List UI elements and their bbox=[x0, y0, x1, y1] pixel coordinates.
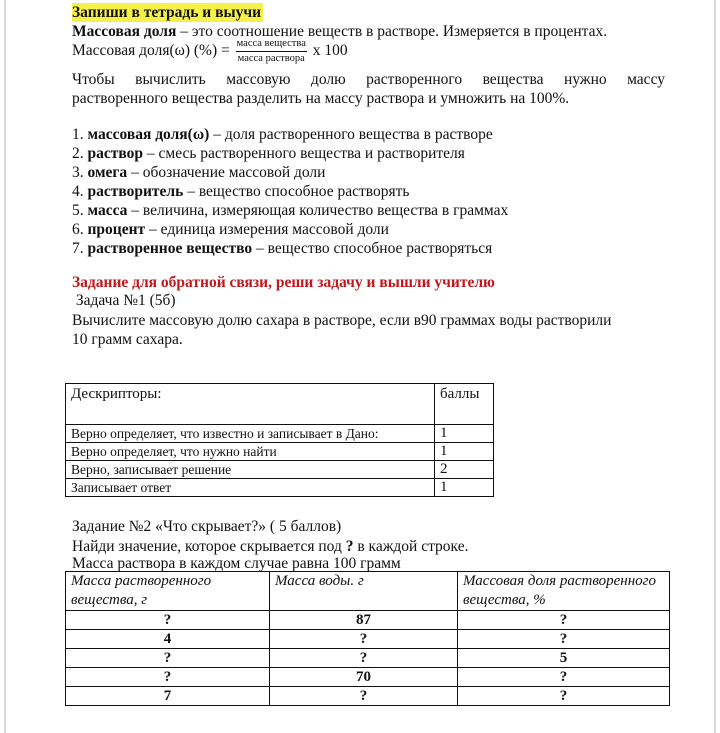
glossary-list bbox=[72, 125, 508, 258]
item-number: 1. bbox=[72, 126, 84, 143]
task2-condition: Масса раствора в каждом случае равна 100 грамм bbox=[72, 555, 401, 572]
explanation-line-1: Чтобы вычислить массовую долю растворенного вещества нужно массу bbox=[72, 71, 665, 88]
instruction-text: Найди значение, которое скрывается под bbox=[72, 538, 346, 555]
table-row bbox=[66, 630, 670, 649]
glossary-term: массовая доля(ω) bbox=[87, 126, 210, 143]
glossary-term: масса bbox=[87, 202, 128, 219]
item-number: 2. bbox=[72, 145, 84, 162]
item-number: 7. bbox=[72, 240, 84, 257]
cell-mass-fraction: ? bbox=[458, 611, 670, 630]
table-row bbox=[66, 479, 494, 497]
formula-numerator: масса вещества bbox=[236, 38, 307, 52]
task2-title: Задание №2 «Что скрывает?» ( 5 баллов) bbox=[72, 518, 342, 535]
cell-solute-mass: 7 bbox=[66, 687, 270, 706]
definition-term: Массовая доля bbox=[72, 23, 177, 40]
definition-text: – это соотношение веществ в растворе. Измеряется в процентах. bbox=[176, 23, 608, 40]
glossary-definition: – величина, измеряющая количество вещества в граммах bbox=[127, 202, 509, 219]
glossary-item bbox=[72, 182, 508, 201]
item-number: 5. bbox=[72, 202, 84, 219]
glossary-item bbox=[72, 201, 508, 220]
cell-mass-fraction: ? bbox=[458, 687, 670, 706]
points-cell: 1 bbox=[435, 443, 494, 461]
glossary-item bbox=[72, 163, 508, 182]
header-solute-mass: Масса растворенного вещества, г bbox=[66, 572, 270, 611]
header-points: баллы bbox=[435, 384, 494, 425]
formula-line bbox=[72, 38, 348, 65]
feedback-heading: Задание для обратной связи, реши задачу и вышли учителю bbox=[72, 274, 495, 291]
cell-water-mass: 87 bbox=[270, 611, 458, 630]
table-row bbox=[66, 668, 670, 687]
cell-solute-mass: ? bbox=[66, 668, 270, 687]
header-descriptors: Дескрипторы: bbox=[66, 384, 435, 425]
explanation-line-2: растворенного вещества разделить на массу раствора и умножить на 100%. bbox=[72, 90, 570, 107]
descriptor-cell: Верно определяет, что нужно найти bbox=[66, 443, 435, 461]
glossary-item bbox=[72, 125, 508, 144]
points-cell: 1 bbox=[435, 479, 494, 497]
highlighted-heading: Запиши в тетрадь и выучи bbox=[72, 4, 262, 21]
table-row bbox=[66, 425, 494, 443]
hidden-values-table bbox=[65, 571, 670, 706]
glossary-term: раствор bbox=[87, 145, 143, 162]
points-cell: 2 bbox=[435, 461, 494, 479]
glossary-term: растворенное вещество bbox=[87, 240, 253, 257]
question-mark: ? bbox=[345, 538, 354, 555]
table-row bbox=[66, 649, 670, 668]
table-row bbox=[66, 461, 494, 479]
descriptor-cell: Верно определяет, что известно и записывает в Дано: bbox=[66, 425, 435, 443]
glossary-term: омега bbox=[87, 164, 128, 181]
glossary-item bbox=[72, 220, 508, 239]
cell-solute-mass: 4 bbox=[66, 630, 270, 649]
glossary-definition: – вещество способное растворять bbox=[183, 183, 410, 200]
cell-water-mass: ? bbox=[270, 630, 458, 649]
formula-left: Массовая доля(ω) (%) = bbox=[72, 42, 230, 60]
glossary-item bbox=[72, 144, 508, 163]
task1-text-line-2: 10 грамм сахара. bbox=[72, 331, 183, 348]
section-heading bbox=[72, 3, 263, 22]
table-header-row bbox=[66, 384, 494, 425]
glossary-definition: – доля растворенного вещества в растворе bbox=[209, 126, 493, 143]
instruction-text: в каждой строке. bbox=[353, 538, 469, 555]
item-number: 3. bbox=[72, 164, 84, 181]
table-row bbox=[66, 687, 670, 706]
descriptor-cell: Записывает ответ bbox=[66, 479, 435, 497]
item-number: 6. bbox=[72, 221, 84, 238]
cell-water-mass: ? bbox=[270, 687, 458, 706]
cell-water-mass: 70 bbox=[270, 668, 458, 687]
glossary-item bbox=[72, 239, 508, 258]
formula-fraction bbox=[236, 38, 307, 65]
glossary-definition: – вещество способное растворяться bbox=[252, 240, 493, 257]
page-frame-right bbox=[714, 0, 716, 733]
descriptor-cell: Верно, записывает решение bbox=[66, 461, 435, 479]
glossary-term: процент bbox=[87, 221, 146, 238]
task1-text-line-1: Вычислите массовую долю сахара в растворе, если в90 граммах воды растворили bbox=[72, 312, 612, 329]
glossary-term: растворитель bbox=[87, 183, 184, 200]
cell-solute-mass: ? bbox=[66, 611, 270, 630]
glossary-definition: – смесь растворенного вещества и растворителя bbox=[143, 145, 465, 162]
glossary-definition: – обозначение массовой доли bbox=[127, 164, 326, 181]
task1-title: Задача №1 (5б) bbox=[72, 292, 176, 309]
cell-mass-fraction: 5 bbox=[458, 649, 670, 668]
header-water-mass: Масса воды. г bbox=[270, 572, 458, 611]
glossary-definition: – единица измерения массовой доли bbox=[145, 221, 389, 238]
table-row bbox=[66, 443, 494, 461]
points-cell: 1 bbox=[435, 425, 494, 443]
cell-mass-fraction: ? bbox=[458, 668, 670, 687]
header-mass-fraction: Массовая доля растворенного вещества, % bbox=[458, 572, 670, 611]
item-number: 4. bbox=[72, 183, 84, 200]
formula-denominator: масса раствора bbox=[237, 53, 305, 64]
descriptors-table bbox=[65, 383, 494, 497]
table-header-row bbox=[66, 572, 670, 611]
cell-solute-mass: ? bbox=[66, 649, 270, 668]
cell-water-mass: ? bbox=[270, 649, 458, 668]
table-row bbox=[66, 611, 670, 630]
formula-right: х 100 bbox=[312, 42, 348, 60]
cell-mass-fraction: ? bbox=[458, 630, 670, 649]
page-frame-left bbox=[4, 0, 6, 733]
